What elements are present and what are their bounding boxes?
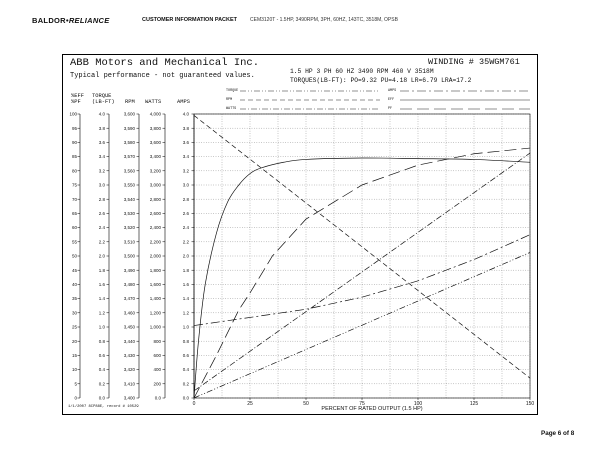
rpm-axis-tick-label: 3,570 (123, 154, 135, 160)
watts-axis-tick-label: 600 (153, 353, 161, 358)
torque-axis-tick-label: 1.4 (98, 296, 105, 302)
col-header-torque: TORQUE (LB-FT) (92, 93, 115, 105)
x-tick-label: 150 (525, 401, 535, 407)
rpm-axis-tick-label: 3,410 (123, 381, 135, 387)
rpm-axis-tick-label: 3,510 (123, 239, 135, 245)
torque-axis-tick-label: 0.4 (98, 367, 105, 373)
torque-axis-tick-label: 1.0 (98, 324, 105, 330)
rpm-axis-tick-label: 3,580 (123, 140, 135, 145)
amps-axis-tick-label: 1.6 (182, 282, 189, 287)
torque-axis-tick-label: 2.4 (98, 225, 105, 231)
watts-axis-tick-label: 2,800 (149, 196, 161, 202)
col-header-watts: WATTS (145, 99, 162, 105)
legend-amps: AMPS (388, 89, 397, 93)
model-line: CEM3120T - 1.5HP, 3490RPM, 3PH, 60HZ, 143TC, 3518M, OPSB (250, 17, 398, 23)
effpf-axis-tick-label: 0 (74, 395, 77, 401)
effpf-axis-tick-label: 80 (71, 168, 77, 174)
watts-axis-tick-label: 400 (153, 367, 161, 373)
torque-axis-tick-label: 3.6 (98, 140, 105, 145)
torque-axis-tick-label: 0.2 (98, 381, 105, 387)
disclaimer: Typical performance - not guaranteed values. (70, 72, 255, 80)
amps-axis-tick-label: 0.0 (182, 395, 189, 401)
x-axis-label: PERCENT OF RATED OUTPUT (1.5 HP) (321, 406, 423, 412)
legend-eff: EFF (388, 98, 395, 102)
watts-axis-tick-label: 3,200 (149, 168, 161, 174)
legend-pf: PF (388, 107, 393, 111)
watts-axis-tick-label: 1,600 (149, 282, 161, 287)
brand-logo: BALDOR•RELIANCE (32, 16, 110, 25)
rpm-axis-tick-label: 3,450 (123, 324, 135, 330)
x-tick-label: 100 (413, 401, 423, 407)
effpf-axis-tick-label: 15 (71, 353, 77, 358)
watts-axis-tick-label: 3,800 (149, 125, 161, 131)
x-tick-label: 125 (469, 401, 479, 407)
rpm-axis-tick-label: 3,470 (123, 296, 135, 302)
torque-axis-tick-label: 3.2 (98, 168, 105, 174)
effpf-axis-tick-label: 35 (71, 296, 77, 302)
effpf-axis-tick-label: 100 (69, 111, 77, 117)
packet-title: CUSTOMER INFORMATION PACKET (142, 17, 238, 23)
torque-axis-tick-label: 0.0 (98, 395, 105, 401)
watts-axis-tick-label: 2,000 (149, 253, 161, 259)
effpf-axis-tick-label: 20 (71, 338, 77, 344)
torques-line: TORQUES(LB-FT): PO=9.32 PU=4.18 LR=6.79 LRA=17.2 (290, 77, 472, 84)
rpm-axis-tick-label: 3,550 (123, 182, 135, 188)
watts-axis-tick-label: 200 (153, 381, 161, 387)
amps-axis-tick-label: 0.2 (182, 381, 189, 387)
page-number: Page 6 of 8 (541, 430, 575, 437)
legend-rpm: RPM (226, 98, 233, 102)
footer-record: 1/1/2007 8CP88E, record # 10529 (68, 405, 139, 409)
torque-axis-tick-label: 2.2 (98, 239, 105, 245)
x-tick-label: 0 (192, 401, 196, 407)
torque-axis-tick-label: 2.0 (98, 253, 105, 259)
torque-axis-tick-label: 2.6 (98, 211, 105, 216)
watts-axis-tick-label: 1,400 (149, 296, 161, 302)
torque-axis-tick-label: 0.8 (98, 338, 105, 344)
watts-axis-tick-label: 4,000 (149, 111, 161, 117)
torque-axis-tick-label: 3.8 (98, 125, 105, 131)
amps-axis-tick-label: 2.8 (182, 196, 189, 202)
torque-axis-tick-label: 3.0 (98, 182, 105, 188)
company-name: ABB Motors and Mechanical Inc. (70, 57, 260, 69)
amps-axis-tick-label: 4.0 (182, 111, 189, 117)
effpf-axis-tick-label: 10 (71, 367, 77, 373)
rpm-axis-tick-label: 3,600 (123, 111, 135, 117)
watts-axis-tick-label: 2,600 (149, 211, 161, 216)
rpm-axis-tick-label: 3,540 (123, 196, 135, 202)
col-header-rpm: RPM (125, 99, 135, 105)
torque-axis-tick-label: 1.2 (98, 310, 105, 316)
effpf-axis-tick-label: 25 (71, 324, 77, 330)
rpm-axis-tick-label: 3,480 (123, 282, 135, 287)
winding-number: WINDING # 35WGM761 (428, 57, 520, 67)
rpm-axis-tick-label: 3,400 (123, 395, 135, 401)
amps-axis-tick-label: 1.0 (182, 324, 189, 330)
effpf-axis-tick-label: 70 (71, 196, 77, 202)
rpm-axis-tick-label: 3,590 (123, 125, 135, 131)
x-tick-label: 50 (303, 401, 309, 407)
rpm-axis-tick-label: 3,500 (123, 253, 135, 259)
torque-axis-tick-label: 4.0 (98, 111, 105, 117)
watts-axis-tick-label: 1,800 (149, 267, 161, 273)
amps-axis-tick-label: 0.6 (182, 353, 189, 358)
rpm-axis-tick-label: 3,530 (123, 211, 135, 216)
amps-axis-tick-label: 2.0 (182, 253, 189, 259)
amps-axis-tick-label: 3.0 (182, 182, 189, 188)
x-tick-label: 75 (359, 401, 365, 407)
watts-axis-tick-label: 2,200 (149, 239, 161, 245)
torque-axis-tick-label: 2.8 (98, 196, 105, 202)
amps-axis-tick-label: 2.4 (182, 225, 189, 231)
watts-axis-tick-label: 0.0 (154, 395, 161, 401)
watts-axis-tick-label: 3,000 (149, 182, 161, 188)
rating-line: 1.5 HP 3 PH 60 HZ 3490 RPM 460 V 3518M (290, 68, 434, 75)
amps-axis-tick-label: 0.8 (182, 338, 189, 344)
legend-watts: WATTS (226, 107, 237, 111)
col-header-effpf: %EFF %PF (71, 93, 84, 105)
torque-axis-tick-label: 0.6 (98, 353, 105, 358)
amps-axis-tick-label: 3.8 (182, 125, 189, 131)
watts-axis-tick-label: 1,200 (149, 310, 161, 316)
watts-axis-tick-label: 3,600 (149, 140, 161, 145)
rpm-axis-tick-label: 3,430 (123, 353, 135, 358)
effpf-axis-tick-label: 75 (71, 182, 77, 188)
x-tick-label: 25 (247, 401, 253, 407)
amps-axis-tick-label: 1.8 (182, 267, 189, 273)
rpm-axis-tick-label: 3,560 (123, 168, 135, 174)
amps-axis-tick-label: 3.6 (182, 140, 189, 145)
effpf-axis-tick-label: 65 (71, 211, 77, 216)
rpm-axis-tick-label: 3,420 (123, 367, 135, 373)
watts-axis-tick-label: 3,400 (149, 154, 161, 160)
amps-axis-tick-label: 0.4 (182, 367, 189, 373)
amps-axis-tick-label: 2.2 (182, 239, 189, 245)
amps-axis-tick-label: 1.4 (182, 296, 189, 302)
rpm-axis-tick-label: 3,520 (123, 225, 135, 231)
effpf-axis-tick-label: 40 (71, 282, 77, 287)
effpf-axis-tick-label: 90 (71, 140, 77, 145)
amps-axis-tick-label: 3.4 (182, 154, 189, 160)
watts-axis-tick-label: 800 (153, 338, 161, 344)
torque-axis-tick-label: 1.6 (98, 282, 105, 287)
rpm-axis-tick-label: 3,440 (123, 338, 135, 344)
effpf-axis-tick-label: 55 (71, 239, 77, 245)
torque-axis-tick-label: 1.8 (98, 267, 105, 273)
watts-axis-tick-label: 1,000 (149, 324, 161, 330)
effpf-axis-tick-label: 85 (71, 154, 77, 160)
torque-axis-tick-label: 3.4 (98, 154, 105, 160)
col-header-amps: AMPS (177, 99, 190, 105)
rpm-axis-tick-label: 3,490 (123, 267, 135, 273)
legend-torque: TORQUE (226, 89, 239, 93)
amps-axis-tick-label: 2.6 (182, 211, 189, 216)
amps-axis-tick-label: 1.2 (182, 310, 189, 316)
watts-axis-tick-label: 2,400 (149, 225, 161, 231)
effpf-axis-tick-label: 50 (71, 253, 77, 259)
effpf-axis-tick-label: 45 (71, 267, 77, 273)
amps-axis-tick-label: 3.2 (182, 168, 189, 174)
effpf-axis-tick-label: 30 (71, 310, 77, 316)
effpf-axis-tick-label: 5 (74, 381, 77, 387)
effpf-axis-tick-label: 95 (71, 125, 77, 131)
rpm-axis-tick-label: 3,460 (123, 310, 135, 316)
effpf-axis-tick-label: 60 (71, 225, 77, 231)
